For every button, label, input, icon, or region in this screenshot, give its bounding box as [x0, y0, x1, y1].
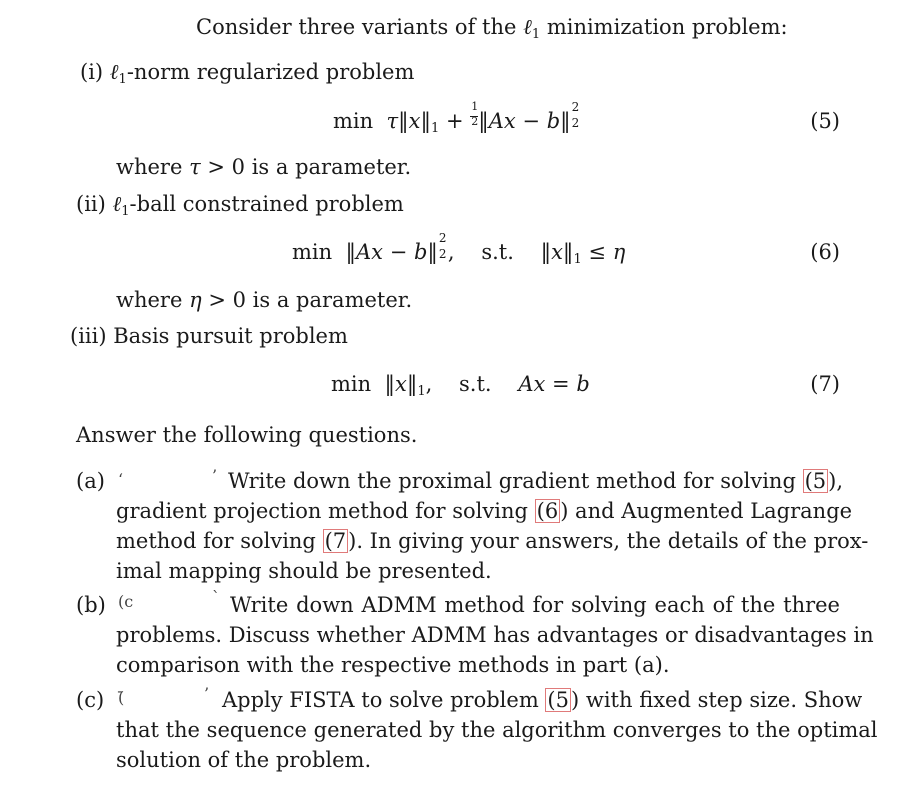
- redaction-mark: `: [212, 588, 220, 607]
- equation-7: [331, 369, 590, 407]
- question-a-line-4: [116, 556, 840, 586]
- question-c-body: [116, 685, 878, 775]
- eq5-norm-ax: ‖Ax − b‖: [478, 109, 571, 133]
- ref-number: 5: [812, 469, 827, 493]
- eq7-st: s.t.: [459, 372, 492, 396]
- question-a-text: method for solving: [116, 529, 323, 553]
- ell-subscript: 1: [118, 72, 127, 87]
- ref-number: 7: [332, 529, 347, 553]
- intro-text: Consider three variants of the: [196, 15, 517, 39]
- question-c-text: ) with fixed step size. Show: [571, 688, 863, 712]
- question-b-line-1: [116, 590, 840, 620]
- eq6-sup: 2: [438, 231, 447, 245]
- item-i-label: (i): [80, 60, 104, 84]
- eq6-leq: ≤: [588, 240, 607, 264]
- ref-eq-5[interactable]: [803, 469, 829, 493]
- ref-open-paren: (: [536, 499, 545, 523]
- eq7-eq: =: [552, 372, 570, 396]
- eq7-b: b: [576, 372, 590, 396]
- item-i-where: [116, 152, 411, 182]
- eq7-min: min: [331, 372, 372, 396]
- redaction-mark: ’: [204, 684, 210, 703]
- ref-eq-6[interactable]: [535, 499, 561, 523]
- question-a-text: ). In giving your answers, the details of the prox-: [348, 529, 869, 553]
- equation-6: [292, 231, 626, 275]
- eq5-half: [470, 100, 479, 129]
- item-i-where-sym: τ: [189, 155, 201, 179]
- ref-number: 5: [555, 688, 569, 712]
- item-iii-heading: [70, 321, 348, 351]
- question-a-text: ),: [828, 469, 844, 493]
- question-c-line-1: [116, 685, 863, 715]
- question-a-line-2: [116, 496, 853, 526]
- eq6-norm-ax-script: [438, 231, 448, 261]
- ell-symbol: ℓ: [109, 60, 119, 84]
- item-ii-where-sym: η: [189, 288, 202, 312]
- item-i-heading: [80, 57, 414, 95]
- intro-line: [196, 12, 788, 50]
- question-b-body: [116, 590, 874, 680]
- eq5-norm-ax-script: [571, 100, 581, 130]
- ref-open-paren: (: [547, 688, 556, 712]
- item-iii-label: (iii): [70, 324, 107, 348]
- question-a-body: [116, 466, 869, 586]
- eq5-norm-x: ‖x‖: [398, 109, 431, 133]
- ell-subscript: 1: [531, 27, 541, 42]
- ell-symbol: ℓ: [112, 192, 122, 216]
- item-i-where-pre: where: [116, 155, 183, 179]
- question-b-line-2: [116, 620, 874, 650]
- ref-open-paren: (: [804, 469, 813, 493]
- item-iii-title: Basis pursuit problem: [113, 324, 348, 348]
- ref-eq-5[interactable]: [545, 688, 571, 712]
- equation-5: [333, 100, 581, 144]
- eq6-norm-ax: ‖Ax − b‖: [345, 240, 438, 264]
- item-i-title: -norm regularized problem: [126, 60, 415, 84]
- question-c-label: (c): [76, 688, 105, 712]
- question-c-text: Apply FISTA to solve problem: [222, 688, 546, 712]
- eq7-ax: Ax: [518, 372, 546, 396]
- item-ii-title: -ball constrained problem: [129, 192, 404, 216]
- redaction-mark: (c: [118, 592, 134, 611]
- ref-eq-7[interactable]: [323, 529, 349, 553]
- question-b-text: comparison with the respective methods in part (a).: [116, 653, 670, 677]
- item-ii-label: (ii): [76, 192, 106, 216]
- eq6-st: s.t.: [481, 240, 514, 264]
- question-c-text: solution of the problem.: [116, 748, 372, 772]
- equation-5-number: (5): [810, 109, 840, 133]
- eq6-norm-x: ‖x‖: [540, 240, 574, 264]
- ell-subscript: 1: [121, 204, 130, 219]
- question-a-text: ) and Augmented Lagrange: [560, 499, 853, 523]
- eq5-half-num: 1: [471, 100, 479, 113]
- eq5-min: min: [333, 109, 374, 133]
- question-a-text: imal mapping should be presented.: [116, 559, 492, 583]
- equation-7-number: (7): [810, 372, 840, 396]
- item-ii-where-pre: where: [116, 288, 183, 312]
- ell-symbol: ℓ: [523, 15, 532, 39]
- question-c-line-2: [116, 715, 878, 745]
- eq5-sup: 2: [571, 100, 580, 114]
- question-a-label: (a): [76, 469, 105, 493]
- item-i-where-post: > 0 is a parameter.: [207, 155, 412, 179]
- eq5-tau: τ: [386, 109, 399, 133]
- eq6-comma: ,: [447, 240, 455, 264]
- eq5-norm-x-sub: 1: [430, 121, 440, 136]
- redaction-mark: (̄: [118, 688, 125, 707]
- question-a-line-3: [116, 526, 869, 556]
- question-a-line-1: [116, 466, 844, 496]
- intro-tail: minimization problem:: [546, 15, 788, 39]
- answer-heading: Answer the following questions.: [76, 423, 418, 447]
- eq5-plus: +: [445, 109, 464, 133]
- question-a-text: Write down the proximal gradient method for solving: [228, 469, 803, 493]
- question-b-text: problems. Discuss whether ADMM has advantages or disadvantages in: [116, 623, 874, 647]
- question-c-line-3: [116, 745, 840, 775]
- eq6-sub: 2: [438, 247, 447, 261]
- question-b-text: Write down ADMM method for solving each of the three: [230, 593, 840, 617]
- eq6-norm-x-sub: 1: [573, 252, 582, 267]
- question-b-label: (b): [76, 593, 106, 617]
- eq5-half-den: 2: [471, 115, 479, 128]
- question-a-text: gradient projection method for solving: [116, 499, 535, 523]
- item-ii-where-post: > 0 is a parameter.: [208, 288, 413, 312]
- eq7-comma: ,: [425, 372, 433, 396]
- redaction-mark: ‘: [118, 470, 124, 489]
- question-b-line-3: [116, 650, 840, 680]
- item-ii-heading: [76, 189, 404, 227]
- redaction-mark: ’: [212, 466, 218, 485]
- ref-open-paren: (: [324, 529, 333, 553]
- eq7-norm-x: ‖x‖: [384, 372, 418, 396]
- item-ii-where: [116, 285, 412, 315]
- eq6-eta: η: [612, 240, 626, 264]
- eq7-norm-x-sub: 1: [417, 384, 426, 399]
- eq6-min: min: [292, 240, 333, 264]
- ref-number: 6: [544, 499, 559, 523]
- eq5-sub: 2: [571, 116, 580, 130]
- question-c-text: that the sequence generated by the algorithm converges to the optimal: [116, 718, 878, 742]
- equation-6-number: (6): [810, 240, 840, 264]
